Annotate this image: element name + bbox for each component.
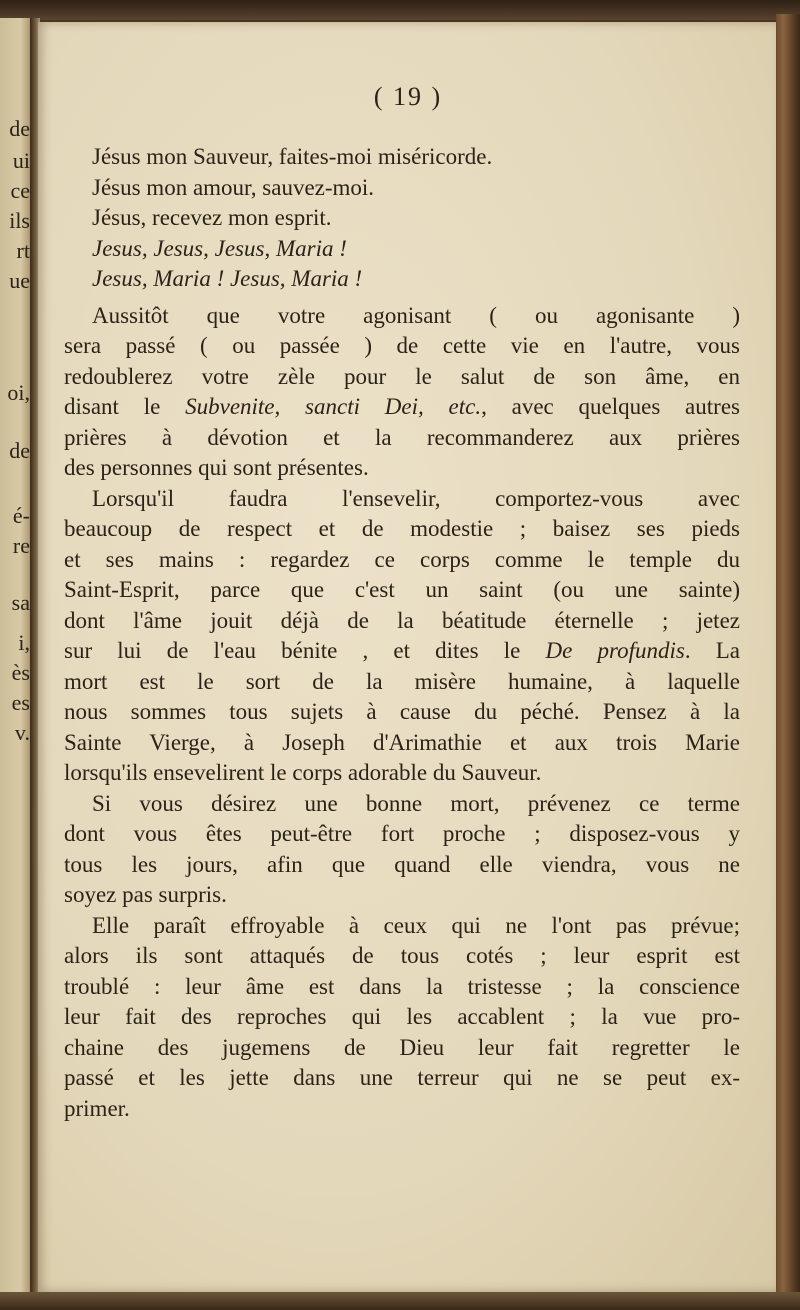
text-line: beaucoup de respect et de modestie ; baisez ses pieds <box>64 516 740 541</box>
book-page <box>38 22 778 1292</box>
left-page-fragment: é- <box>12 503 30 528</box>
text-line: Lorsqu'il faudra l'ensevelir, comportez-vous avec <box>92 485 740 511</box>
text-line: dont l'âme jouit déjà de la béatitude éternelle ; jetez <box>64 607 740 633</box>
latin-phrase: De profundis <box>545 638 685 663</box>
left-page-fragment: ils <box>9 208 30 233</box>
left-page-fragment: de <box>9 116 30 141</box>
paragraph <box>64 301 740 484</box>
text-line: Si vous désirez une bonne mort, prévenez ce terme <box>92 790 740 816</box>
page-text <box>64 142 740 1124</box>
prayer-line: Jesus, Maria ! Jesus, Maria ! <box>92 266 363 291</box>
prayer-line: Jésus, recevez mon esprit. <box>92 205 332 230</box>
left-page-fragment: sa <box>11 590 30 615</box>
text-line: troublé : leur âme est dans la tristesse ; la conscience <box>64 973 740 999</box>
paragraph <box>64 484 740 789</box>
left-page-fragment: ce <box>10 178 30 203</box>
text-line: Saint-Esprit, parce que c'est un saint (ou une sainte) <box>64 577 740 602</box>
left-page-fragment: es <box>11 690 30 715</box>
text-line: tous les jours, afin que quand elle viendra, vous ne <box>64 851 740 877</box>
text-line: lorsqu'ils ensevelirent le corps adorable du Sauveur. <box>64 760 542 785</box>
page-number: ( 19 ) <box>373 82 443 111</box>
left-page-fragment: i, <box>18 630 30 655</box>
book-top-edge <box>0 0 800 20</box>
book-fore-edge <box>776 14 800 1304</box>
book-bottom-edge <box>0 1292 800 1310</box>
left-page-fragment: v. <box>14 720 30 745</box>
text-line: passé et les jette dans une terreur qui ne se peut ex- <box>64 1065 740 1090</box>
text-line: dont vous êtes peut-être fort proche ; disposez-vous y <box>64 821 740 846</box>
prayer-line: Jésus mon amour, sauvez-moi. <box>92 174 375 200</box>
text-line: des personnes qui sont présentes. <box>64 455 369 480</box>
prayer-line: Jésus mon Sauveur, faites-moi miséricorde. <box>92 144 493 169</box>
text-line: mort est le sort de la misère humaine, à laquelle <box>64 668 740 694</box>
text-line: redoublerez votre zèle pour le salut de son âme, en <box>64 363 740 389</box>
text-line: disant le Subvenite, sancti Dei, etc., avec quelques autres <box>64 394 740 419</box>
text-line: primer. <box>64 1095 130 1121</box>
text-line: soyez pas surpris. <box>64 882 227 907</box>
left-page-fragment: re <box>12 533 30 558</box>
text-line: prières à dévotion et la recommanderez aux prières <box>64 424 740 450</box>
left-page-edge <box>0 18 34 1298</box>
left-page-fragment: ès <box>11 660 30 685</box>
text-line: alors ils sont attaqués de tous cotés ; leur esprit est <box>64 943 740 968</box>
text-line: et ses mains : regardez ce corps comme le temple du <box>64 546 740 572</box>
text-line: sur lui de l'eau bénite , et dites le De profundis. La <box>64 638 740 663</box>
latin-phrase: Subvenite, sancti Dei, etc. <box>185 394 482 419</box>
text-line: leur fait des reproches qui les accablent ; la vue pro- <box>64 1004 740 1029</box>
left-page-fragment: de <box>9 438 30 463</box>
prayer-line: Jesus, Jesus, Jesus, Maria ! <box>92 235 347 261</box>
left-page-fragment: oi, <box>7 380 30 405</box>
text-line: chaine des jugemens de Dieu leur fait regretter le <box>64 1034 740 1060</box>
text-line: Sainte Vierge, à Joseph d'Arimathie et aux trois Marie <box>64 729 740 755</box>
text-line: sera passé ( ou passée ) de cette vie en l'autre, vous <box>64 333 740 358</box>
paragraph <box>64 789 740 911</box>
left-page-fragment: ui <box>12 148 30 173</box>
text-line: nous sommes tous sujets à cause du péché. Pensez à la <box>64 699 740 724</box>
left-page-fragment: rt <box>16 238 30 263</box>
left-page-fragment: ue <box>9 268 30 293</box>
text-line: Elle paraît effroyable à ceux qui ne l'ont pas prévue; <box>92 912 740 938</box>
text-line: Aussitôt que votre agonisant ( ou agonisante ) <box>92 302 740 328</box>
paragraph <box>64 911 740 1125</box>
